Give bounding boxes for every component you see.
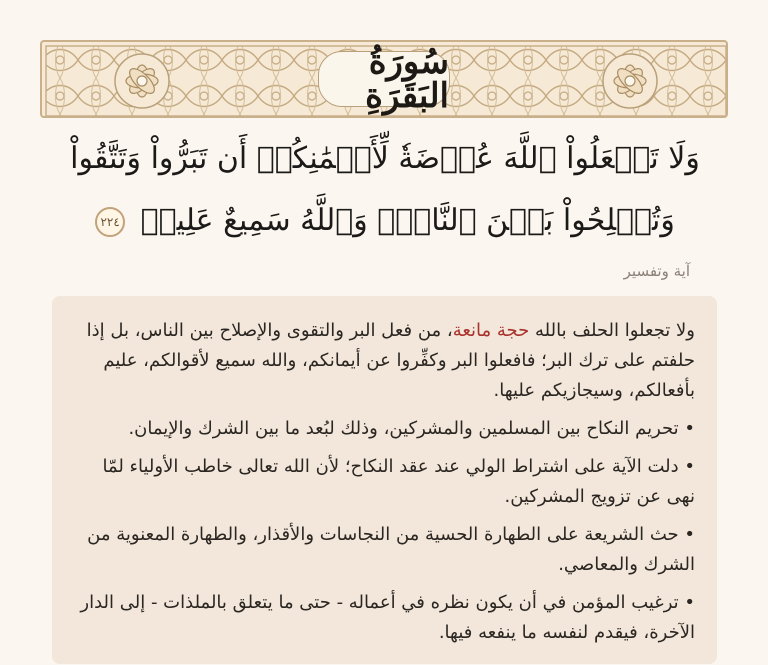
ayah-number-marker: ٢٢٤ <box>95 207 125 237</box>
tafsir-card <box>52 296 717 664</box>
surah-header-banner <box>40 40 728 118</box>
tafsir-bullet: • ترغيب المؤمن في أن يكون نظره في أعماله - حتى ما يتعلق بالملذات - إلى الدار الآخرة، فيقدم لنفسه ما ينفعه فيها. <box>80 592 695 643</box>
tafsir-bullet: • دلت الآية على اشتراط الولي عند عقد النكاح؛ لأن الله تعالى خاطب الأولياء لمّا نهى عن تزويج المشركين. <box>102 456 695 507</box>
tafsir-intro-after: ، من فعل البر والتقوى والإصلاح بين الناس، بل إذا حلفتم على ترك البر؛ فافعلوا البر وكفِّروا عن أيمانكم، والله سميع لأقوالكم، عليم بأفعالكم، وسيجازيكم عليها. <box>86 320 695 401</box>
tafsir-intro <box>74 316 695 406</box>
surah-title-box <box>318 42 450 116</box>
verse-text: وَلَا تَجۡعَلُواْ ٱللَّهَ عُرۡضَةٗ لِّأَيۡمَٰنِكُمۡ أَن تَبَرُّواْ وَتَتَّقُواْ وَتُصۡلِحُواْ بَيۡنَ ٱلنَّاسِۚ وَٱللَّهُ سَمِيعٌ عَلِيمٞ <box>70 141 700 238</box>
verse-text-block <box>40 128 730 252</box>
tafsir-bullet: • حث الشريعة على الطهارة الحسية من النجاسات والأقذار، والطهارة المعنوية من الشرك والمعاصي. <box>87 524 695 575</box>
tafsir-bullet: • تحريم النكاح بين المسلمين والمشركين، وذلك لبُعد ما بين الشرك والإيمان. <box>128 418 695 439</box>
surah-title: سُورَةُ البَقَرَةِ <box>365 42 449 116</box>
section-label: آية وتفسير <box>623 262 690 280</box>
tafsir-intro-before: ولا تجعلوا الحلف بالله <box>529 320 695 341</box>
tafsir-highlight-link[interactable]: حجة مانعة <box>452 320 530 341</box>
